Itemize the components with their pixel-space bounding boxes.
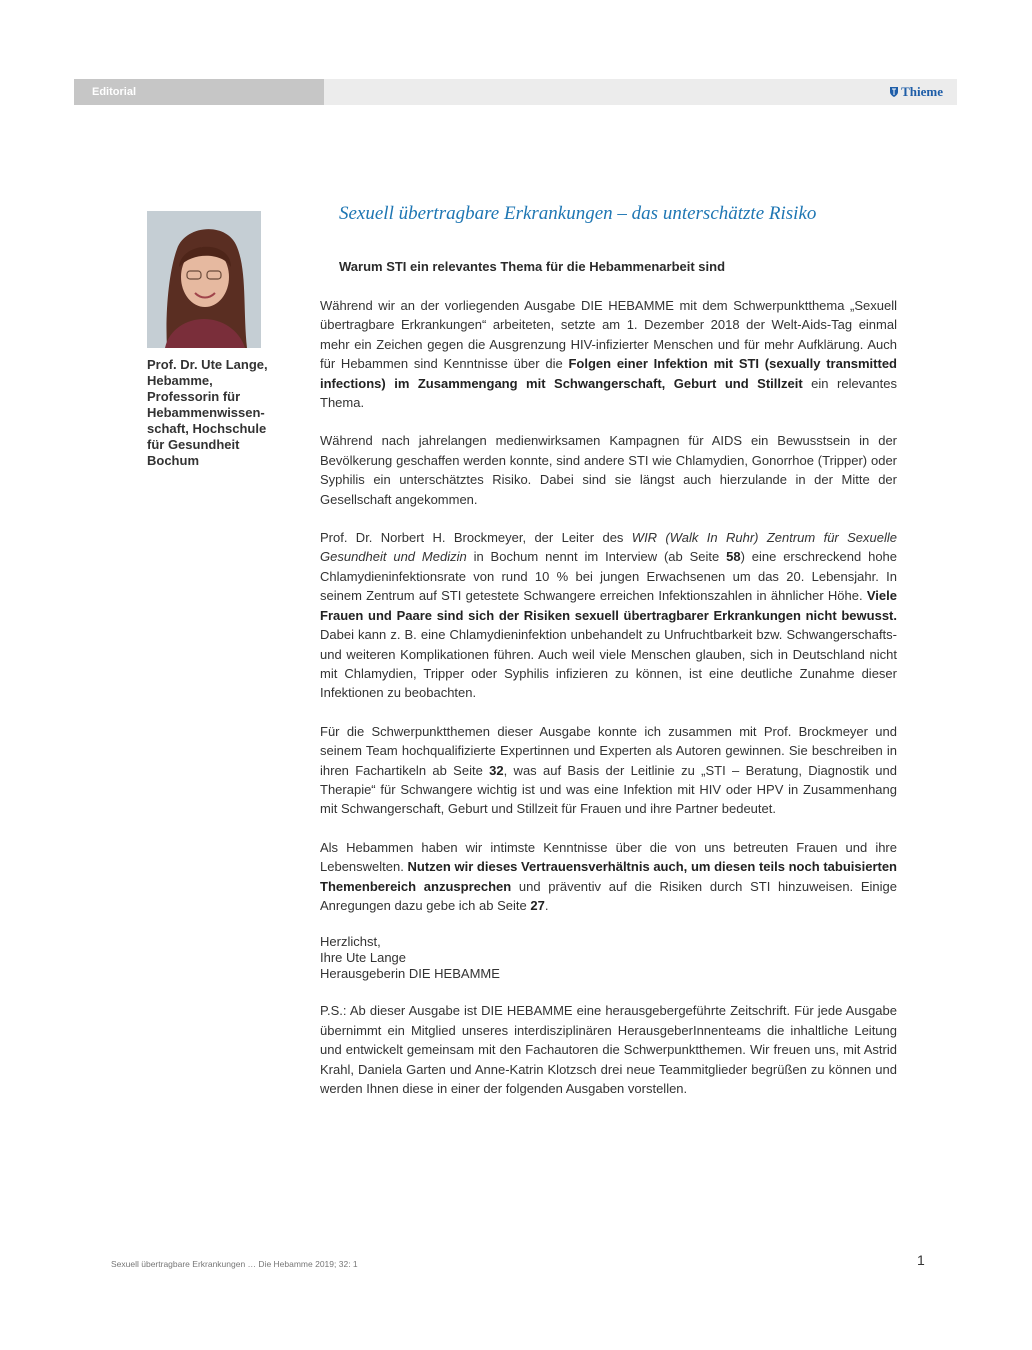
signoff-name: Ihre Ute Lange xyxy=(320,950,407,966)
publisher-logo xyxy=(889,79,943,105)
postscript: P.S.: Ab dieser Ausgabe ist DIE HEBAMME eine herausgebergeführte Zeitschrift. Für jede Ausgabe übernimmt ein Mitglied unseres interdisziplinären HerausgeberInnenteams die inhaltliche Leitung und entwickelt gemeinsam mit den Fachautoren die Schwerpunktthemen. Wir freuen uns, mit Astrid Krahl, Daniela Garten und Anne-Katrin Klotzsch drei neue Teammitglieder begrüßen zu können und werden Ihnen diese in einer der folgenden Ausgaben vorstellen. xyxy=(320,1003,897,1096)
header-bar xyxy=(74,79,957,105)
institution-name: WIR (Walk In Ruhr) Zentrum für Sexuelle Gesundheit und Medizin xyxy=(320,530,897,565)
footer-citation: Sexuell übertragbare Erkrankungen … Die Hebamme 2019; 32: 1 xyxy=(111,1259,358,1269)
text-run: in Bochum nennt im Interview (ab Seite xyxy=(466,549,727,565)
paragraph-5 xyxy=(320,838,897,916)
paragraph-3 xyxy=(320,528,897,703)
page-reference: 32 xyxy=(489,762,504,778)
caption-line: Hebamme, xyxy=(147,373,213,388)
text-run: , was auf Basis der Leitlinie zu „STI – Beratung, Diagnostik und Therapie“ für Schwangere wichtig ist und was eine Infektion mit HIV oder HPV in Zusammenhang mit Schwangerschaft, Geburt und Stillzeit für Frauen und ihre Partner bedeutet. xyxy=(320,762,897,817)
signoff xyxy=(320,934,897,982)
caption-line: Hebammenwissen- xyxy=(147,405,265,420)
text-run: ein relevantes Thema. xyxy=(320,375,897,411)
section-label: Editorial xyxy=(74,79,324,105)
article-subtitle: Warum STI ein relevantes Thema für die Hebammenarbeit sind xyxy=(339,259,726,274)
paragraph-2: Während nach jahrelangen medienwirksamen Kampagnen für AIDS ein Bewusstsein in der Bevölkerung geschaffen werden konnte, sind andere STI wie Chlamydien, Gonorrhoe (Tripper) oder Syphilis ein unterschätztes Risiko. Dabei sind sie längst auch hierzulande in der Mitte der Gesellschaft angekommen. xyxy=(320,433,897,507)
page-reference: 27 xyxy=(530,897,545,913)
caption-line: Professorin für xyxy=(147,389,241,404)
signoff-role: Herausgeberin DIE HEBAMME xyxy=(320,966,500,982)
emphasis: Viele Frauen und Paare sind sich der Risiken sexuell übertragbarer Erkrankungen nicht bewusst. xyxy=(320,588,897,623)
text-run: Während wir an der vorliegenden Ausgabe DIE HEBAMME mit dem Schwerpunktthema „Sexuell übertragbare Erkrankungen“ arbeiteten, setzte am 1. Dezember 2018 der Welt-Aids-Tag einmal mehr ein Zeichen gegen die Ausgrenzung HIV-infizierter Menschen und für mehr Aufklärung. Auch für Hebammen sind Kenntnisse über die xyxy=(320,298,897,372)
publisher-name: Thieme xyxy=(901,84,943,99)
author-photo xyxy=(147,211,261,348)
author-caption xyxy=(147,357,272,469)
signoff-greeting: Herzlichst, xyxy=(320,934,381,950)
caption-line: schaft, Hochschule xyxy=(147,421,267,436)
article-body xyxy=(320,296,897,1117)
paragraph-4 xyxy=(320,722,897,819)
emphasis: Nutzen wir dieses Vertrauensverhältnis auch, um diesen teils noch tabuisierten Themenbereich anzusprechen xyxy=(320,859,898,894)
text-run: und präventiv auf die Risiken durch STI hinzuweisen. Einige Anregungen dazu gebe ich ab Seite xyxy=(320,878,897,913)
text-run: ) eine erschreckend hohe Chlamydieninfektionsrate von rund 10 % bei jungen Erwachsenen um das 20. Lebensjahr. In seinem Zentrum auf STI getestete Schwangere erreichen Infektionszahlen in ähnlicher Höhe. xyxy=(320,549,898,604)
text-run: Als Hebammen haben wir intimste Kenntnisse über die von uns betreuten Frauen und ihre Lebenswelten. xyxy=(320,839,897,875)
text-run: Prof. Dr. Norbert H. Brockmeyer, der Leiter des xyxy=(320,530,632,546)
page-reference: 58 xyxy=(726,549,741,565)
author-portrait-image xyxy=(147,211,261,348)
text-run: . xyxy=(544,897,549,913)
text-run: Für die Schwerpunktthemen dieser Ausgabe konnte ich zusammen mit Prof. Brockmeyer und seinem Team hochqualifizierte Expertinnen und Experten als Autoren gewinnen. Sie beschreiben in ihren Fachartikeln ab Seite xyxy=(320,723,897,778)
thieme-shield-icon xyxy=(889,86,899,98)
caption-line: Prof. Dr. Ute Lange, xyxy=(147,357,268,372)
paragraph-1 xyxy=(320,296,897,412)
caption-line: Bochum xyxy=(147,453,199,468)
page-number: 1 xyxy=(917,1252,925,1268)
emphasis: Folgen einer Infektion mit STI (sexually transmitted infections) im Zusammengang mit Schwangerschaft, Geburt und Stillzeit xyxy=(320,356,897,391)
caption-line: für Gesundheit xyxy=(147,437,240,452)
text-run: Dabei kann z. B. eine Chlamydieninfektion unbehandelt zu Unfruchtbarkeit bzw. Schwangerschafts- und weiteren Komplikationen führen. Auch weil viele Menschen glauben, sich in Deutschland nicht mit Chlamydien, Tripper oder Syphilis infizieren zu können, ist eine deutliche Zunahme dieser Infektionen zu beobachten. xyxy=(320,627,897,701)
article-title: Sexuell übertragbare Erkrankungen – das unterschätzte Risiko xyxy=(339,203,817,224)
